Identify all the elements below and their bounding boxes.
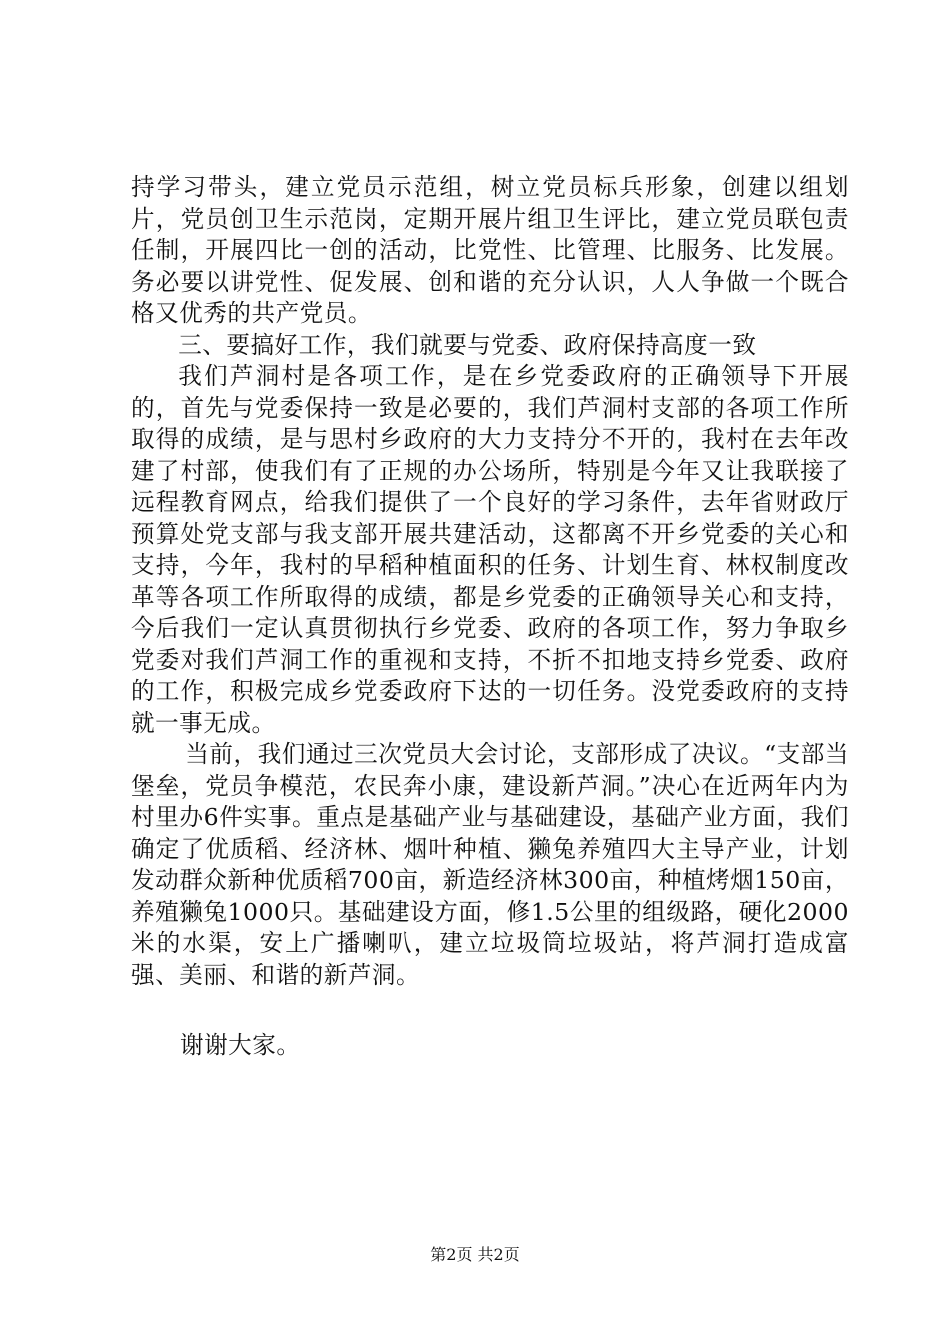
paragraph: 当前，我们通过三次党员大会讨论，支部形成了决议。“支部当堡垒，党员争模范，农民奔小康，建设新芦洞。”决心在近两年内为村里办6件实事。重点是基础产业与基础建设，基础产业方面，我们确定了优质稻、经济林、烟叶种植、獭兔养殖四大主导产业，计划发动群众新种优质稻700亩，新造经济林300亩，种植烤烟150亩，养殖獭兔1000只。基础建设方面，修1.5公里的组级路，硬化2000米的水渠，安上广播喇叭，建立垃圾筒垃圾站，将芦洞打造成富强、美丽、和谐的新芦洞。 xyxy=(131,740,849,989)
closing-line: 谢谢大家。 xyxy=(180,1031,301,1059)
section-heading: 三、要搞好工作，我们就要与党委、政府保持高度一致 xyxy=(178,330,757,359)
page-footer xyxy=(0,1245,950,1265)
paragraph: 我们芦洞村是各项工作，是在乡党委政府的正确领导下开展的，首先与党委保持一致是必要的，我们芦洞村支部的各项工作所取得的成绩，是与思村乡政府的大力支持分不开的，我村在去年改建了村部，使我们有了正规的办公场所，特别是今年又让我联接了远程教育网点，给我们提供了一个良好的学习条件，去年省财政厅预算处党支部与我支部开展共建活动，这都离不开乡党委的关心和支持，今年，我村的早稻种植面积的任务、计划生育、林权制度改革等各项工作所取得的成绩，都是乡党委的正确领导关心和支持，今后我们一定认真贯彻执行乡党委、政府的各项工作，努力争取乡党委对我们芦洞工作的重视和支持，不折不扣地支持乡党委、政府的工作，积极完成乡党委政府下达的一切任务。没党委政府的支持就一事无成。 xyxy=(131,362,849,737)
document-body xyxy=(131,172,849,991)
paragraph-continuation: 持学习带头，建立党员示范组，树立党员标兵形象，创建以组划片，党员创卫生示范岗，定期开展片组卫生评比，建立党员联包责任制，开展四比一创的活动，比党性、比管理、比服务、比发展。务必要以讲党性、促发展、创和谐的充分认识，人人争做一个既合格又优秀的共产党员。 xyxy=(131,173,849,327)
page-indicator: 第2页 共2页 xyxy=(430,1245,520,1264)
